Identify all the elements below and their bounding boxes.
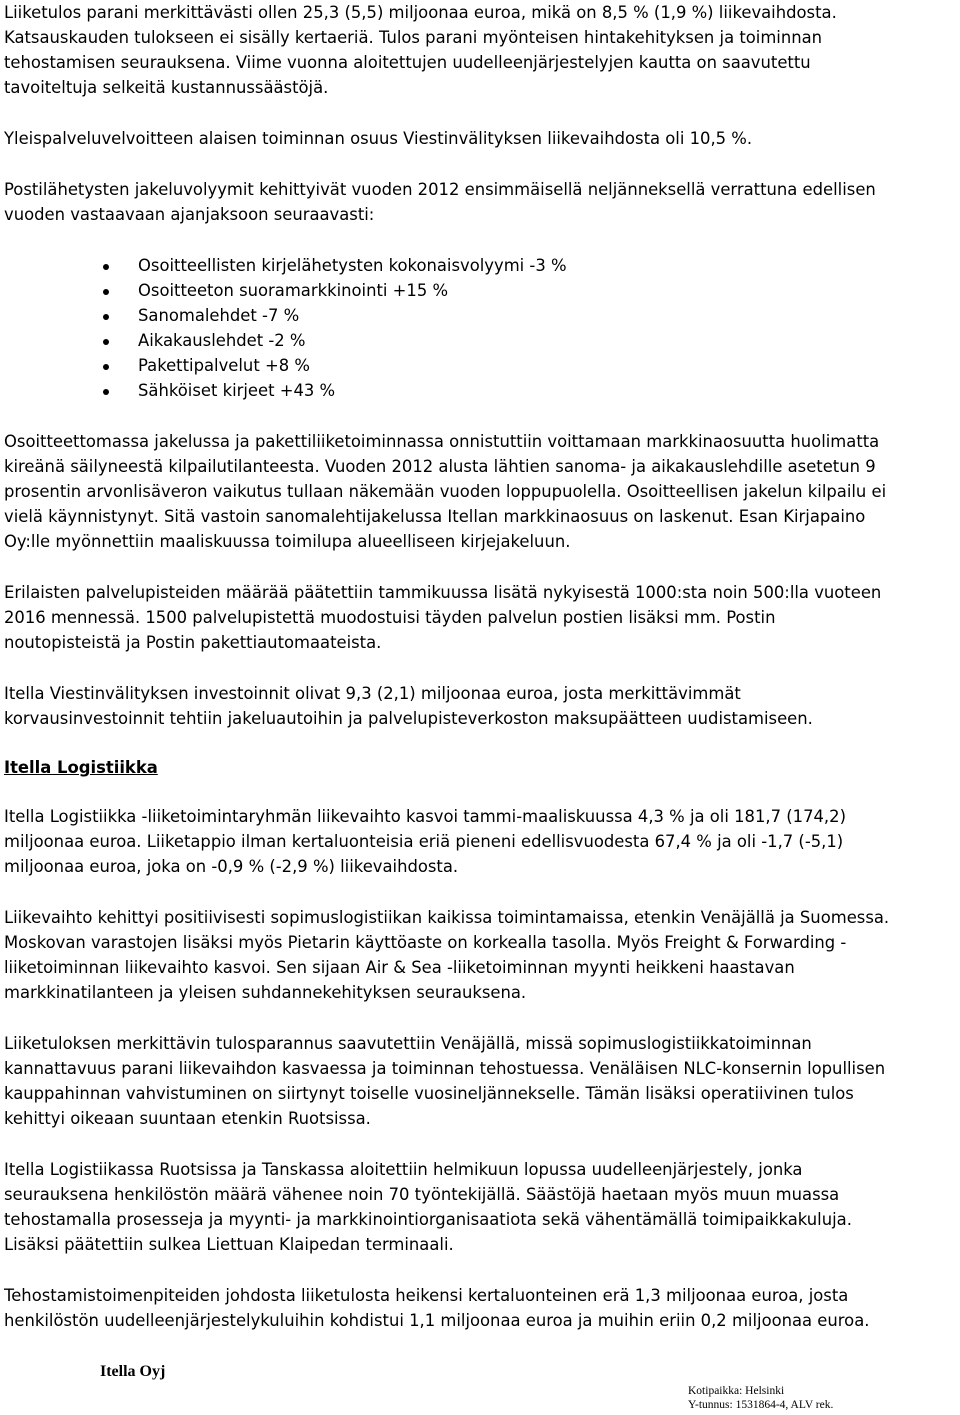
logistics-revenue-line-4: markkinatilanteen ja yleisen suhdannekehityksen seurauksena.: [4, 983, 527, 1002]
bullet-item-2: Osoitteeton suoramarkkinointi +15 %: [138, 281, 449, 300]
logistics-revenue-line-3: liiketoiminnan liikevaihto kasvoi. Sen sijaan Air & Sea -liiketoiminnan myynti heikkeni haastavan: [4, 958, 795, 977]
bullet-item-4: Aikakauslehdet -2 %: [138, 331, 306, 350]
volumes-line-1: Postilähetysten jakeluvolyymit kehittyivät vuoden 2012 ensimmäisellä neljänneksellä verrattuna edellisen: [4, 180, 876, 199]
bullet-dot: [103, 289, 109, 295]
footer-domicile: Kotipaikka: Helsinki: [688, 1385, 785, 1397]
efficiency-line-2: henkilöstön uudelleenjärjestelykuluihin kohdistui 1,1 miljoonaa euroa ja muihin eriin 0,2 miljoonaa euroa.: [4, 1311, 870, 1330]
bullet-dot: [103, 364, 109, 370]
bullet-item-5: Pakettipalvelut +8 %: [138, 356, 310, 375]
logistics-profit-line-3: kauppahinnan vahvistuminen on siirtynyt toiselle vuosineljännekselle. Tämän lisäksi operatiivinen tulos: [4, 1084, 854, 1103]
logistics-revenue-line-1: Liikevaihto kehittyi positiivisesti sopimuslogistiikan kaikissa toimintamaissa, etenkin Venäjällä ja Suomessa.: [4, 908, 890, 927]
efficiency-line-1: Tehostamistoimenpiteiden johdosta liiketulosta heikensi kertaluonteinen erä 1,3 miljoonaa euroa, josta: [4, 1286, 849, 1305]
bullet-dot: [103, 264, 109, 270]
section-heading-logistics: Itella Logistiikka: [4, 758, 158, 777]
service-points-line-2: 2016 mennessä. 1500 palvelupistettä muodostuisi täyden palvelun postien lisäksi mm. Postin: [4, 608, 776, 627]
market-line-1: Osoitteettomassa jakelussa ja pakettiliiketoiminnassa onnistuttiin voittamaan markkinaosuutta huolimatta: [4, 432, 880, 451]
logistics-restructuring-line-4: Lisäksi päätettiin sulkea Liettuan Klaipedan terminaali.: [4, 1235, 454, 1254]
bullet-dot: [103, 314, 109, 320]
logistics-summary-line-3: miljoonaa euroa, joka on -0,9 % (-2,9 %) liikevaihdosta.: [4, 857, 459, 876]
market-line-4: vielä käynnistynyt. Sitä vastoin sanomalehtijakelussa Itellan markkinaosuus on laskenut. Esan Kirjapaino: [4, 507, 866, 526]
logistics-profit-line-4: kehittyi oikeaan suuntaan etenkin Ruotsissa.: [4, 1109, 371, 1128]
bullet-dot: [103, 339, 109, 345]
footer-business-id: Y-tunnus: 1531864-4, ALV rek.: [688, 1399, 834, 1411]
logistics-summary-line-1: Itella Logistiikka -liiketoimintaryhmän liikevaihto kasvoi tammi-maaliskuussa 4,3 % ja oli 181,7 (174,2): [4, 807, 846, 826]
intro-line-3: tehostamisen seurauksena. Viime vuonna aloitettujen uudelleenjärjestelyjen kautta on saavutettu: [4, 53, 811, 72]
logistics-profit-line-2: kannattavuus parani liikevaihdon kasvaessa ja toiminnan tehostuessa. Venäläisen NLC-konsernin lopullisen: [4, 1059, 886, 1078]
logistics-restructuring-line-1: Itella Logistiikassa Ruotsissa ja Tanskassa aloitettiin helmikuun lopussa uudelleenjärjestely, jonka: [4, 1160, 803, 1179]
bullet-item-6: Sähköiset kirjeet +43 %: [138, 381, 336, 400]
intro-line-1: Liiketulos parani merkittävästi ollen 25,3 (5,5) miljoonaa euroa, mikä on 8,5 % (1,9 %) liikevaihdosta.: [4, 3, 837, 22]
bullet-item-3: Sanomalehdet -7 %: [138, 306, 300, 325]
market-line-5: Oy:lle myönnettiin maaliskuussa toimilupa alueelliseen kirjejakeluun.: [4, 532, 571, 551]
service-points-line-3: noutopisteistä ja Postin pakettiautomaateista.: [4, 633, 382, 652]
intro-line-4: tavoiteltuja selkeitä kustannussäästöjä.: [4, 78, 329, 97]
logistics-restructuring-line-2: seurauksena henkilöstön määrä vähenee noin 70 työntekijällä. Säästöjä haetaan myös muun muassa: [4, 1185, 840, 1204]
market-line-2: kireänä säilyneestä kilpailutilanteesta. Vuoden 2012 alusta lähtien sanoma- ja aikakauslehdille asetetun 9: [4, 457, 876, 476]
investments-line-2: korvausinvestoinnit tehtiin jakeluautoihin ja palvelupisteverkoston maksupäätteen uudistamiseen.: [4, 709, 813, 728]
footer-company-name: Itella Oyj: [100, 1363, 166, 1380]
logistics-restructuring-line-3: tehostamalla prosesseja ja myynti- ja markkinointiorganisaatiota sekä vähentämällä toimipaikkakuluja.: [4, 1210, 852, 1229]
logistics-profit-line-1: Liiketuloksen merkittävin tulosparannus saavutettiin Venäjällä, missä sopimuslogistiikkatoiminnan: [4, 1034, 812, 1053]
bullet-item-1: Osoitteellisten kirjelähetysten kokonaisvolyymi -3 %: [138, 256, 567, 275]
service-points-line-1: Erilaisten palvelupisteiden määrää päätettiin tammikuussa lisätä nykyisestä 1000:sta noin 500:lla vuoteen: [4, 583, 882, 602]
universal-service-line-1: Yleispalveluvelvoitteen alaisen toiminnan osuus Viestinvälityksen liikevaihdosta oli 10,5 %.: [4, 129, 753, 148]
logistics-revenue-line-2: Moskovan varastojen lisäksi myös Pietarin käyttöaste on korkealla tasolla. Myös Freight & Forwarding -: [4, 933, 847, 952]
bullet-dot: [103, 389, 109, 395]
intro-line-2: Katsauskauden tulokseen ei sisälly kertaeriä. Tulos parani myönteisen hintakehityksen ja toiminnan: [4, 28, 823, 47]
volumes-line-2: vuoden vastaavaan ajanjaksoon seuraavasti:: [4, 205, 375, 224]
logistics-summary-line-2: miljoonaa euroa. Liiketappio ilman kertaluonteisia eriä pieneni edellisvuodesta 67,4 % ja oli -1,7 (-5,1): [4, 832, 844, 851]
market-line-3: prosentin arvonlisäveron vaikutus tullaan näkemään vuoden loppupuolella. Osoitteellisen jakelun kilpailu ei: [4, 482, 887, 501]
investments-line-1: Itella Viestinvälityksen investoinnit olivat 9,3 (2,1) miljoonaa euroa, josta merkittävimmät: [4, 684, 741, 703]
